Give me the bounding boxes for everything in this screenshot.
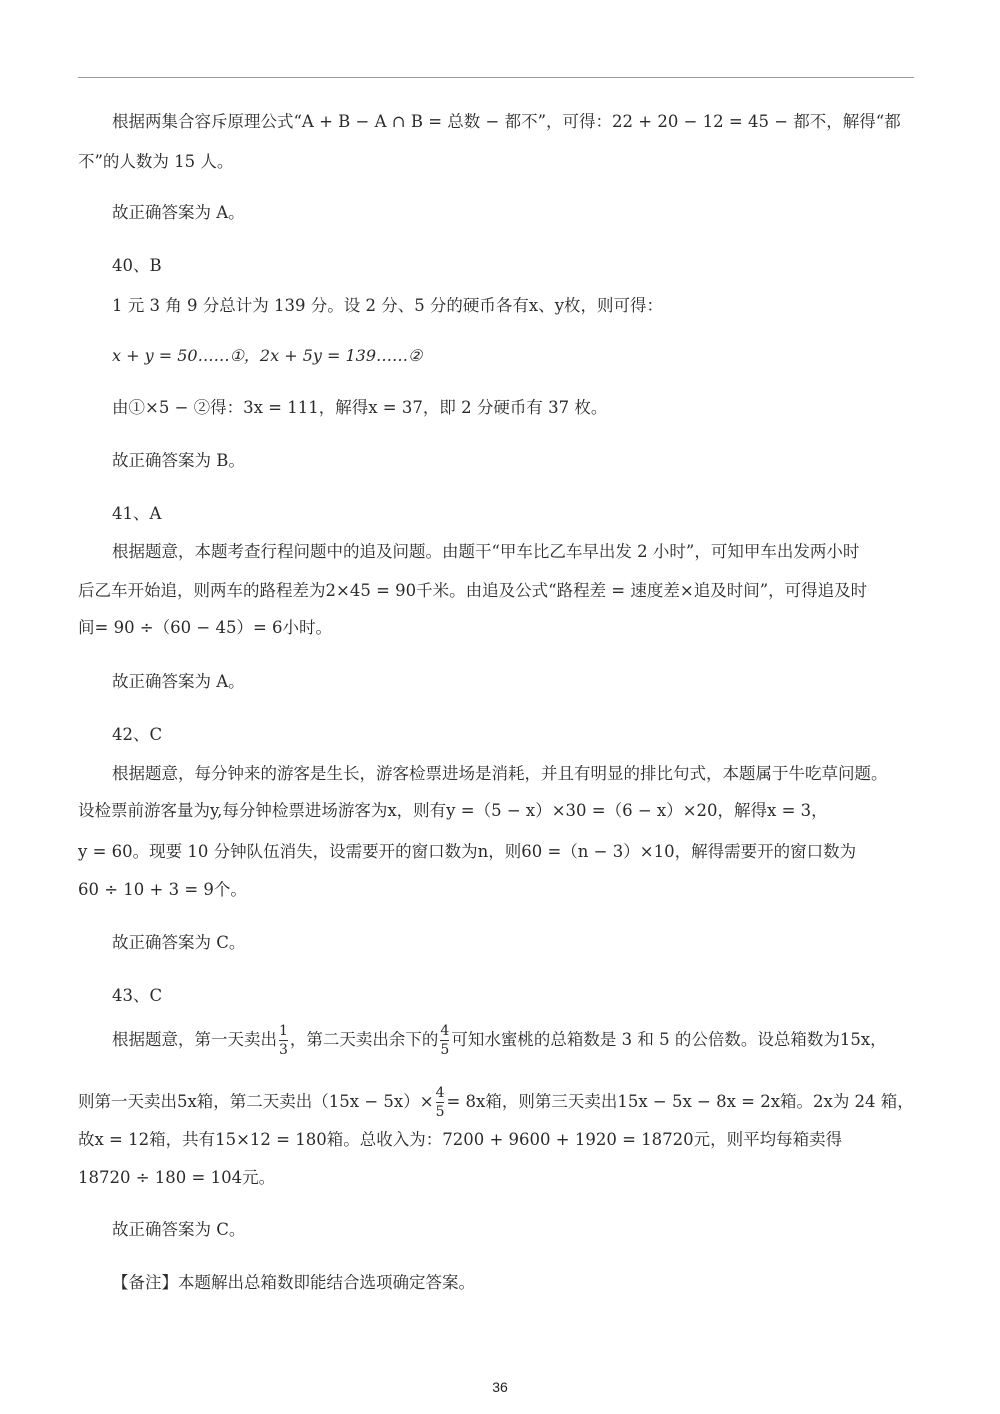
header-rule (78, 77, 914, 78)
answer-line: 故正确答案为 A。 (112, 672, 245, 691)
fraction-one-third (279, 1024, 288, 1057)
fraction-denominator: 3 (279, 1042, 288, 1058)
text-line: 后乙车开始追，则两车的路程差为2×45 = 90千米。由追及公式“路程差 = 速度差×追及时间”，可得追及时 (78, 581, 868, 600)
text-segment: = 8x箱，则第三天卖出15x − 5x − 8x = 2x箱。2x为 24 箱， (446, 1092, 914, 1111)
fraction-denominator: 5 (435, 1104, 445, 1120)
page-number: 36 (492, 1379, 508, 1395)
text-line: 故x = 12箱，共有15×12 = 180箱。总收入为：7200 + 9600 + 1920 = 18720元，则平均每箱卖得 (78, 1130, 843, 1149)
text-segment: 可知水蜜桃的总箱数是 3 和 5 的公倍数。设总箱数为15x， (451, 1030, 887, 1049)
text-line-with-fractions (112, 1024, 887, 1057)
text-line: y = 60。现要 10 分钟队伍消失，设需要开的窗口数为n，则60 =（n − 3）×10，解得需要开的窗口数为 (78, 842, 857, 861)
fraction-denominator: 5 (440, 1042, 450, 1058)
note-line: 【备注】本题解出总箱数即能结合选项确定答案。 (112, 1273, 475, 1292)
fraction-numerator: 4 (435, 1085, 445, 1101)
question-number: 43、C (112, 986, 163, 1005)
text-line-with-fractions (78, 1086, 914, 1119)
text-segment: 则第一天卖出5x箱，第二天卖出（15x − 5x）× (78, 1092, 434, 1111)
text-line: 设检票前游客量为y,每分钟检票进场游客为x，则有y =（5 − x）×30 =（6 − x）×20，解得x = 3， (78, 801, 828, 820)
text-line: 根据两集合容斥原理公式“A + B − A ∩ B = 总数 − 都不”，可得：22 + 20 − 12 = 45 − 都不，解得“都 (112, 112, 901, 131)
text-line: 根据题意，本题考查行程问题中的追及问题。由题干“甲车比乙车早出发 2 小时”，可知甲车出发两小时 (112, 542, 860, 561)
answer-line: 故正确答案为 B。 (112, 451, 245, 470)
answer-line: 故正确答案为 C。 (112, 1220, 246, 1239)
fraction-four-fifths (436, 1086, 445, 1119)
fraction-numerator: 1 (279, 1023, 288, 1039)
text-line: 根据题意，每分钟来的游客是生长，游客检票进场是消耗，并且有明显的排比句式，本题属于牛吃草问题。 (112, 764, 888, 783)
question-number: 41、A (112, 504, 162, 523)
fraction-numerator: 4 (440, 1023, 450, 1039)
text-line: 间= 90 ÷（60 − 45）= 6小时。 (78, 618, 333, 637)
text-line: 不”的人数为 15 人。 (78, 152, 234, 171)
fraction-four-fifths (440, 1024, 449, 1057)
question-number: 42、C (112, 725, 163, 744)
text-line: 由①×5 − ②得：3x = 111，解得x = 37，即 2 分硬币有 37 枚。 (112, 398, 608, 417)
text-line: 60 ÷ 10 + 3 = 9个。 (78, 880, 247, 899)
text-line: 1 元 3 角 9 分总计为 139 分。设 2 分、5 分的硬币各有x、y枚，则可得： (112, 296, 664, 315)
question-number: 40、B (112, 256, 162, 275)
text-segment: ，第二天卖出余下的 (289, 1030, 439, 1049)
text-line: 18720 ÷ 180 = 104元。 (78, 1168, 276, 1187)
text-segment: 根据题意，第一天卖出 (112, 1030, 277, 1049)
answer-line: 故正确答案为 A。 (112, 203, 245, 222)
answer-line: 故正确答案为 C。 (112, 933, 246, 952)
equation-line: x + y = 50……①，2x + 5y = 139……② (112, 346, 423, 365)
